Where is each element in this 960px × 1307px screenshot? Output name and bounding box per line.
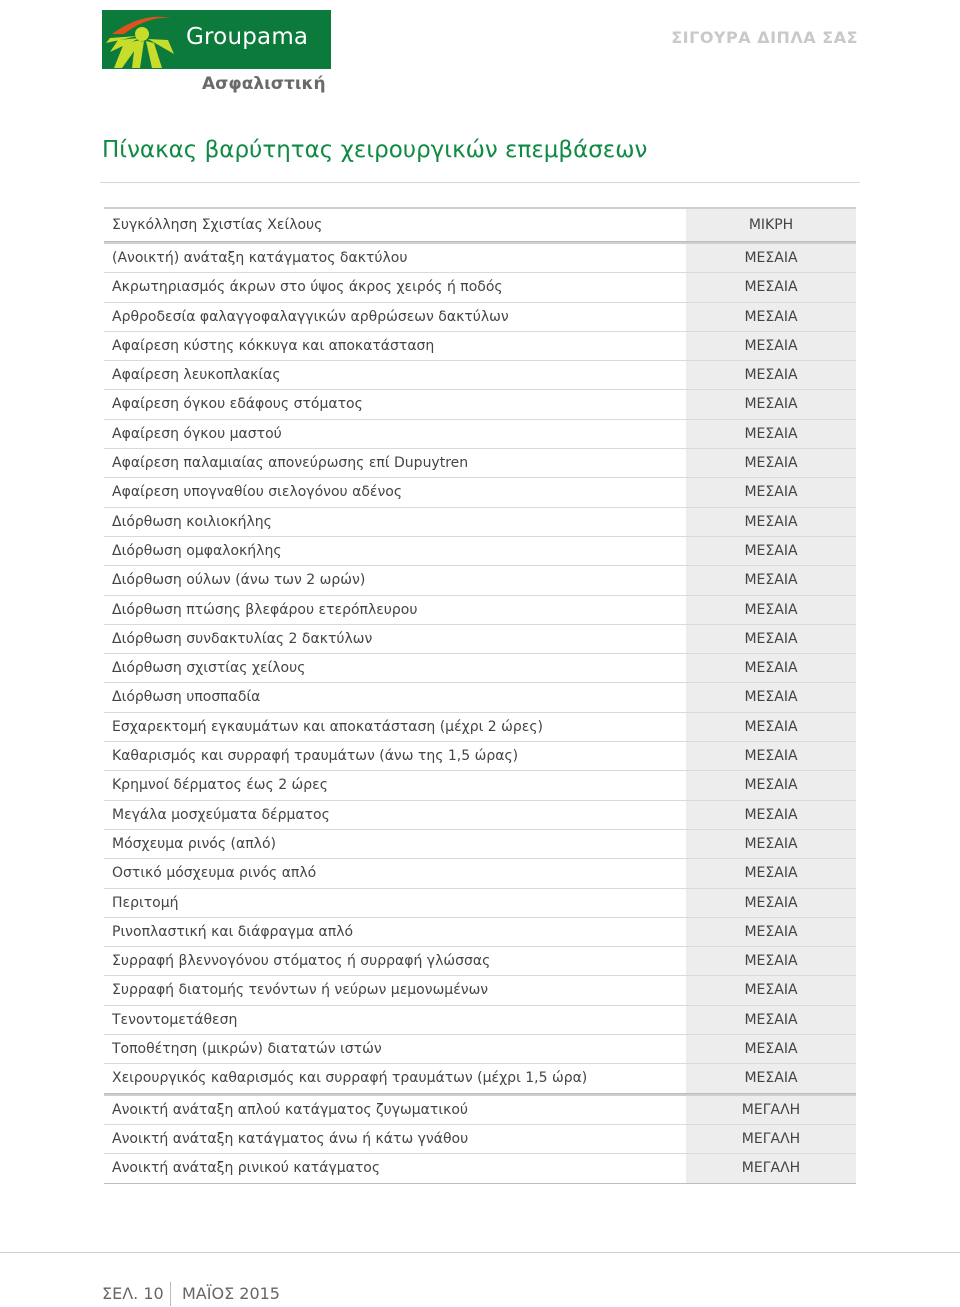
procedure-name: Χειρουργικός καθαρισμός και συρραφή τραυμάτων (μέχρι 1,5 ώρα) [112, 1070, 588, 1087]
page-title: Πίνακας βαρύτητας χειρουργικών επεμβάσεων [102, 137, 648, 163]
severity-value: ΜΕΣΑΙΑ [686, 596, 856, 624]
table-row [104, 713, 856, 742]
procedure-name: Ρινοπλαστική και διάφραγμα απλό [112, 923, 354, 940]
procedure-name: Τοποθέτηση (μικρών) διατατών ιστών [112, 1041, 382, 1058]
table-row [104, 947, 856, 976]
table-row [104, 625, 856, 654]
table-row [104, 361, 856, 390]
table-row [104, 830, 856, 859]
table-row [104, 683, 856, 712]
severity-value: ΜΕΣΑΙΑ [686, 742, 856, 770]
procedure-name: Οστικό μόσχευμα ρινός απλό [112, 865, 317, 882]
severity-value: ΜΕΣΑΙΑ [686, 449, 856, 477]
page-number: ΣΕΛ. 10 [102, 1284, 164, 1303]
severity-value: ΜΕΣΑΙΑ [686, 830, 856, 858]
severity-value: ΜΕΓΑΛΗ [686, 1154, 856, 1182]
severity-value: ΜΕΣΑΙΑ [686, 273, 856, 301]
procedure-name: Ανοικτή ανάταξη κατάγματος άνω ή κάτω γνάθου [112, 1130, 469, 1147]
footer-separator [170, 1282, 171, 1306]
severity-value: ΜΕΣΑΙΑ [686, 244, 856, 272]
tagline: ΣΙΓΟΥΡΑ ΔΙΠΛΑ ΣΑΣ [671, 28, 858, 47]
procedure-name: Συγκόλληση Σχιστίας Χείλους [112, 217, 323, 233]
procedure-name: (Ανοικτή) ανάταξη κατάγματος δακτύλου [112, 250, 408, 266]
severity-value: ΜΕΣΑΙΑ [686, 654, 856, 682]
severity-value: ΜΕΣΑΙΑ [686, 1006, 856, 1034]
procedure-name: Διόρθωση συνδακτυλίας 2 δακτύλων [112, 630, 373, 647]
table-row [104, 1154, 856, 1183]
table-row [104, 1064, 856, 1093]
procedure-name: Ανοικτή ανάταξη απλού κατάγματος ζυγωματικού [112, 1101, 468, 1118]
procedure-name: Διόρθωση κοιλιοκήλης [112, 513, 272, 530]
procedure-name: Εσχαρεκτομή εγκαυμάτων και αποκατάσταση (μέχρι 2 ώρες) [112, 718, 544, 735]
table-row [104, 771, 856, 800]
severity-value: ΜΕΣΑΙΑ [686, 508, 856, 536]
brand-subtitle: Ασφαλιστική [202, 74, 326, 94]
severity-value: ΜΕΣΑΙΑ [686, 947, 856, 975]
table-group [104, 207, 856, 242]
table-row [104, 420, 856, 449]
table-row [104, 390, 856, 419]
procedure-name: Αφαίρεση λευκοπλακίας [112, 367, 281, 384]
procedure-name: Συρραφή βλεννογόνου στόματος ή συρραφή γλώσσας [112, 953, 491, 970]
severity-value: ΜΕΣΑΙΑ [686, 566, 856, 594]
table-row [104, 976, 856, 1005]
procedure-name: Συρραφή διατομής τενόντων ή νεύρων μεμονωμένων [112, 982, 489, 999]
severity-value: ΜΕΣΑΙΑ [686, 332, 856, 360]
procedure-name: Ανοικτή ανάταξη ρινικού κατάγματος [112, 1160, 381, 1177]
title-divider [100, 182, 860, 183]
severity-value: ΜΕΣΑΙΑ [686, 889, 856, 917]
table-row [104, 449, 856, 478]
severity-value: ΜΕΣΑΙΑ [686, 713, 856, 741]
procedure-name: Διόρθωση ούλων (άνω των 2 ωρών) [112, 572, 366, 589]
procedure-name: Μόσχευμα ρινός (απλό) [112, 835, 276, 852]
procedure-name: Καθαρισμός και συρραφή τραυμάτων (άνω της 1,5 ώρας) [112, 748, 519, 765]
table-row [104, 1096, 856, 1125]
severity-value: ΜΕΣΑΙΑ [686, 625, 856, 653]
severity-table [104, 207, 856, 1184]
table-group [104, 1094, 856, 1184]
procedure-name: Αφαίρεση κύστης κόκκυγα και αποκατάσταση [112, 337, 435, 354]
table-row [104, 332, 856, 361]
table-row [104, 1125, 856, 1154]
procedure-name: Τενοντομετάθεση [112, 1011, 238, 1028]
table-row [104, 273, 856, 302]
table-group [104, 242, 856, 1094]
issue-date: ΜΑΪΟΣ 2015 [182, 1284, 280, 1303]
procedure-name: Διόρθωση ομφαλοκήλης [112, 542, 282, 559]
table-row [104, 742, 856, 771]
procedure-name: Αρθροδεσία φαλαγγοφαλαγγικών αρθρώσεων δακτύλων [112, 308, 509, 325]
table-row [104, 889, 856, 918]
table-row [104, 801, 856, 830]
severity-value: ΜΕΣΑΙΑ [686, 390, 856, 418]
procedure-name: Αφαίρεση όγκου εδάφους στόματος [112, 396, 363, 413]
severity-value: ΜΕΣΑΙΑ [686, 361, 856, 389]
table-row [104, 1035, 856, 1064]
procedure-name: Διόρθωση σχιστίας χείλους [112, 660, 306, 677]
severity-value: ΜΕΣΑΙΑ [686, 1035, 856, 1063]
procedure-name: Αφαίρεση παλαμιαίας απονεύρωσης επί Dupuytren [112, 455, 469, 472]
severity-value: ΜΕΣΑΙΑ [686, 537, 856, 565]
footer-divider [0, 1252, 960, 1253]
table-row [104, 566, 856, 595]
severity-value: ΜΕΣΑΙΑ [686, 420, 856, 448]
table-row [104, 508, 856, 537]
procedure-name: Περιτομή [112, 894, 179, 911]
severity-value: ΜΕΣΑΙΑ [686, 976, 856, 1004]
table-row [104, 303, 856, 332]
table-row [104, 478, 856, 507]
severity-value: ΜΕΣΑΙΑ [686, 859, 856, 887]
severity-value: ΜΕΓΑΛΗ [686, 1096, 856, 1124]
procedure-name: Αφαίρεση υπογναθίου σιελογόνου αδένος [112, 484, 403, 501]
procedure-name: Κρημνοί δέρματος έως 2 ώρες [112, 777, 328, 794]
brand-name: Groupama [186, 24, 309, 50]
groupama-logo [102, 10, 331, 69]
severity-value: ΜΙΚΡΗ [686, 209, 856, 241]
procedure-name: Αφαίρεση όγκου μαστού [112, 425, 282, 442]
procedure-name: Διόρθωση πτώσης βλεφάρου ετερόπλευρου [112, 601, 418, 618]
severity-value: ΜΕΣΑΙΑ [686, 683, 856, 711]
severity-value: ΜΕΣΑΙΑ [686, 918, 856, 946]
table-row [104, 1006, 856, 1035]
table-row [104, 654, 856, 683]
severity-value: ΜΕΓΑΛΗ [686, 1125, 856, 1153]
table-row [104, 596, 856, 625]
procedure-name: Διόρθωση υποσπαδία [112, 689, 261, 706]
severity-value: ΜΕΣΑΙΑ [686, 1064, 856, 1092]
table-row [104, 537, 856, 566]
table-row [104, 859, 856, 888]
table-row [104, 918, 856, 947]
procedure-name: Μεγάλα μοσχεύματα δέρματος [112, 806, 330, 823]
procedure-name: Ακρωτηριασμός άκρων στο ύψος άκρος χειρός ή ποδός [112, 279, 503, 296]
table-row [104, 244, 856, 273]
table-row [104, 209, 856, 242]
severity-value: ΜΕΣΑΙΑ [686, 303, 856, 331]
severity-value: ΜΕΣΑΙΑ [686, 771, 856, 799]
severity-value: ΜΕΣΑΙΑ [686, 478, 856, 506]
severity-value: ΜΕΣΑΙΑ [686, 801, 856, 829]
